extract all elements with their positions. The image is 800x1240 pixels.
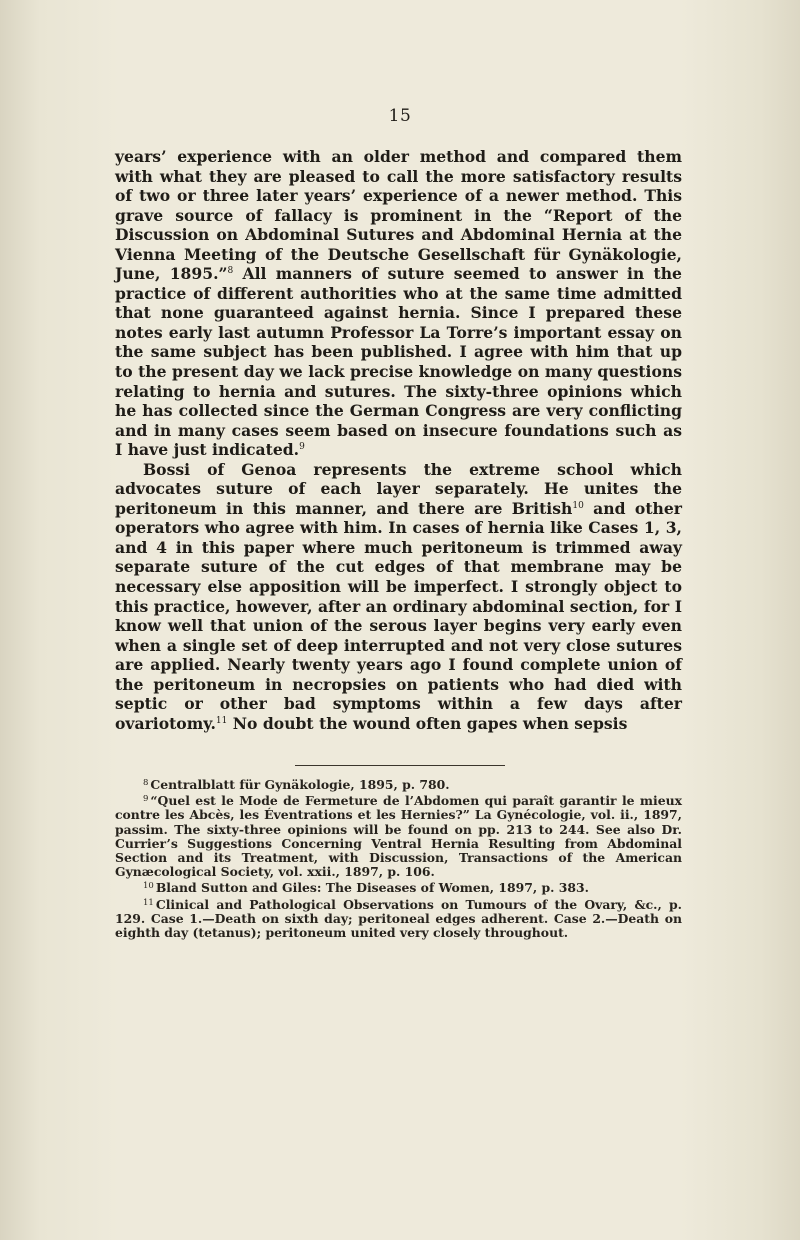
page-number: 15 <box>388 106 412 126</box>
footnote-8 <box>115 776 682 792</box>
footnote-ref-8: 8 <box>227 266 234 277</box>
footnote-text: Bland Sutton and Giles: The Diseases of Women, 1897, p. 383. <box>155 880 589 896</box>
footnote-divider <box>295 765 505 766</box>
footnote-number: 10 <box>143 881 154 892</box>
paragraph-2-text-1: Bossi of Genoa represents the extreme school which advocates suture of each layer separately. He unites the peritoneum in this manner, and there are British <box>115 459 682 518</box>
paragraph-1 <box>115 147 682 460</box>
footnote-9 <box>115 792 682 879</box>
paragraph-2 <box>115 460 682 734</box>
paragraph-2-text-2: and other operators who agree with him. In cases of hernia like Cases 1, 3, and 4 in this paper where much peritoneum is trimmed away separate suture of the cut edges of that membrane may be necessary else apposition will be imperfect. I strongly object to this practice, however, after an ordinary abdominal section, for I know well that union of the serous layer begins very early even when a single set of deep interrupted and not very close sutures are applied. Nearly twenty years ago I found complete union of the peritoneum in necropsies on patients who had died with septic or other bad symptoms within a few days after ovariotomy. <box>115 498 682 733</box>
footnote-11 <box>115 896 682 941</box>
footnote-ref-10: 10 <box>572 500 584 511</box>
footnote-number: 8 <box>143 778 149 788</box>
paragraph-2-text-3: No doubt the wound often gapes when sepsis <box>227 713 628 733</box>
footnote-ref-11: 11 <box>215 715 228 726</box>
paragraph-1-text-2: All manners of suture seemed to answer in the practice of different authorities who at the same time admitted that none guaranteed against hernia. Since I prepared these notes early last autumn Professor La Torre’s important essay on the same subject has been published. I agree with him that up to the present day we lack precise knowledge on many questions relating to hernia and sutures. The sixty-three opinions which he has collected since the German Congress are very conflicting and in many cases seem based on insecure foundations such as I have just indicated. <box>115 264 682 460</box>
footnote-text: “Quel est le Mode de Fermeture de l’Abdomen qui paraît garantir le mieux contre les Abcès, les Éventrations et les Hernies?” La Gynécologie, vol. ii., 1897, passim. The sixty-three opinions will be found on pp. 213 to 244. See also Dr. Currier’s Suggestions Concerning Ventral Hernia Resulting from Abdominal Section and its Treatment, with Discussion, Transactions of the American Gynæcological Society, vol. xxii., 1897, p. 106. <box>115 793 682 880</box>
footnote-text: Centralblatt für Gynäkologie, 1895, p. 780. <box>150 777 450 792</box>
footnote-text: Clinical and Pathological Observations on Tumours of the Ovary, &c., p. 129. Case 1.—Death on sixth day; peritoneal edges adherent. Case 2.—Death on eighth day (tetanus); peritoneum united very closely throughout. <box>115 896 682 941</box>
paragraph-1-text-1: years’ experience with an older method and compared them with what they are pleased to call the more satisfactory results of two or three later years’ experience of a newer method. This grave source of fallacy is prominent in the “Report of the Discussion on Abdominal Sutures and Abdominal Hernia at the Vienna Meeting of the Deutsche Gesellschaft für Gynäkologie, June, 1895.” <box>115 147 682 284</box>
footnote-number: 11 <box>143 897 154 908</box>
footnote-number: 9 <box>143 794 149 805</box>
body-text <box>115 147 682 733</box>
footnotes <box>115 776 682 940</box>
footnote-ref-9: 9 <box>299 442 305 453</box>
footnote-10 <box>115 879 682 895</box>
